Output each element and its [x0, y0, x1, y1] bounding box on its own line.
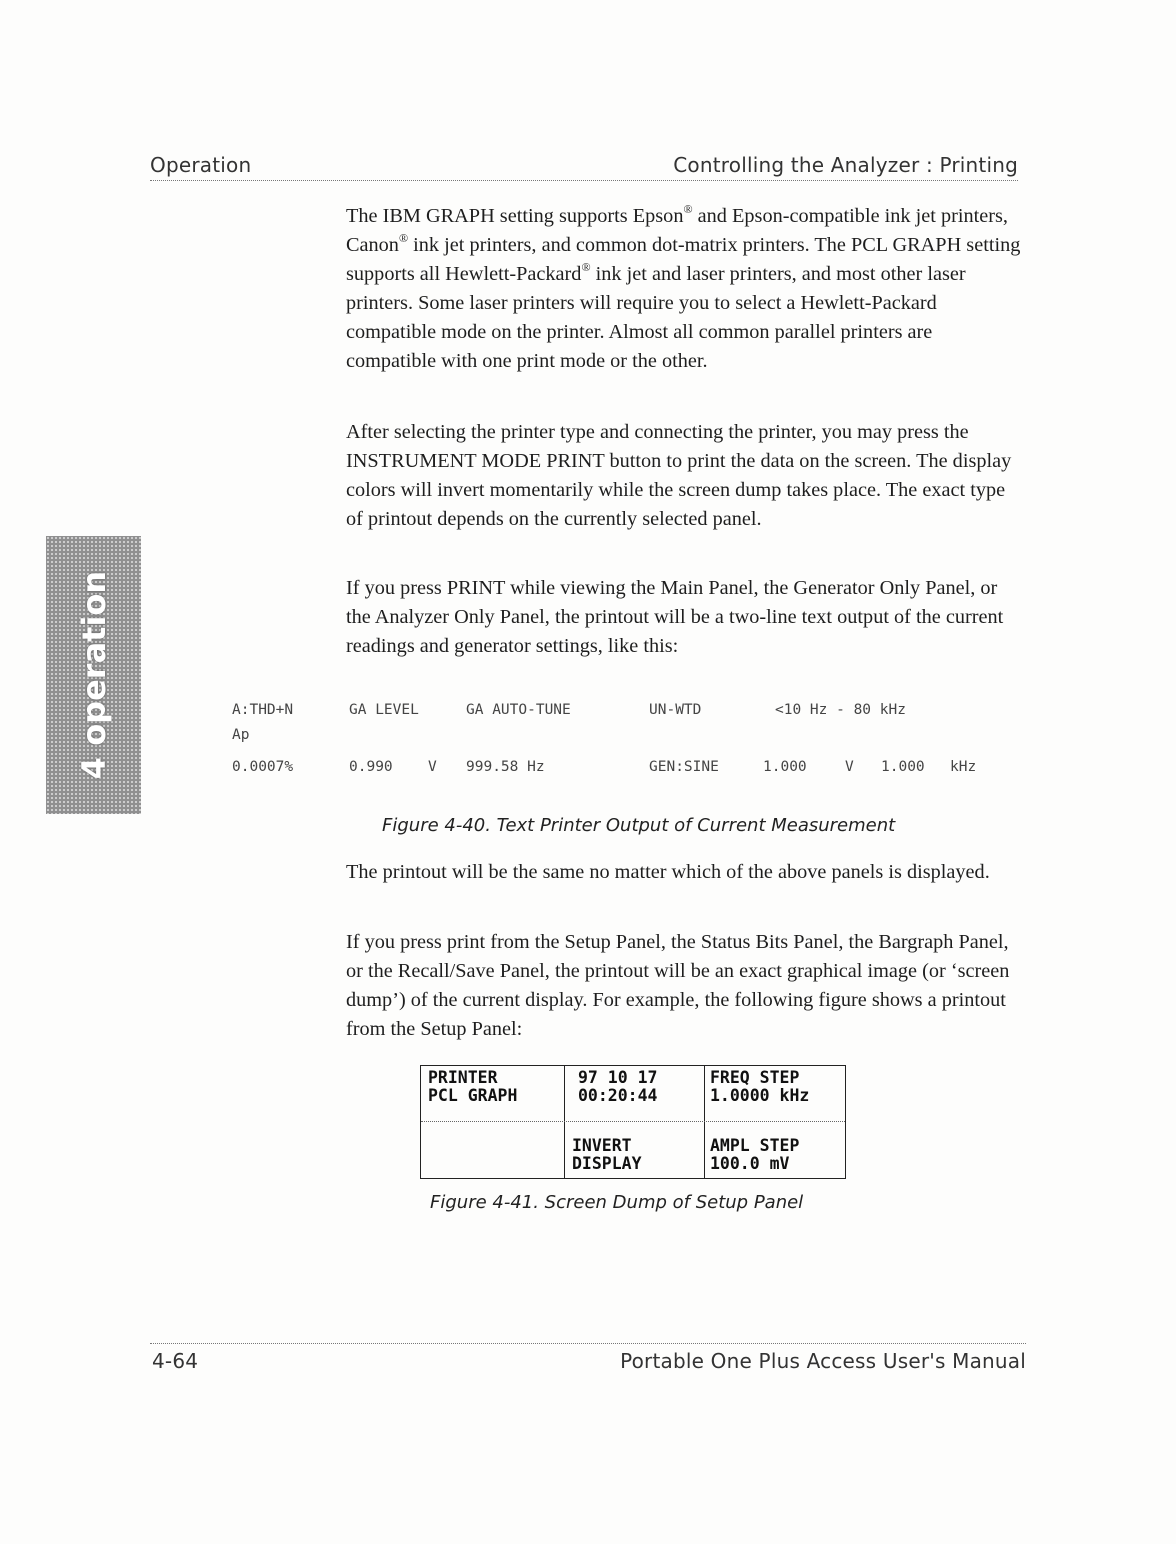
output-cell: UN-WTD — [649, 702, 702, 718]
dump-cell-text: DISPLAY — [572, 1154, 642, 1173]
chapter-tab-label: 4 operation — [74, 570, 113, 780]
setup-panel-screen-dump — [420, 1065, 846, 1179]
dump-cell-text: 00:20:44 — [578, 1086, 658, 1105]
output-cell: V — [845, 759, 854, 775]
figure-4-40-caption: Figure 4-40. Text Printer Output of Current Measurement — [382, 815, 896, 836]
text-run: ink jet and laser printers, and most other laser printers. Some laser printers will require you to select a Hewlett-Packard compatible mode on the printer. Almost all common parallel printers are compatible with one print mode or the other. — [346, 263, 966, 372]
header-section: Operation — [150, 153, 252, 177]
dump-row-divider — [421, 1121, 845, 1122]
paragraph-text-output: If you press PRINT while viewing the Main Panel, the Generator Only Panel, or the Analyzer Only Panel, the printout will be a two-line text output of the current readings and generator settings, like this: — [346, 577, 1004, 657]
dump-divider — [704, 1066, 705, 1178]
paragraph-print-button: After selecting the printer type and connecting the printer, you may press the INSTRUMENT MODE PRINT button to print the data on the screen. The display colors will invert momentarily while the screen dump takes place. The exact type of printout depends on the currently selected panel. — [346, 421, 1012, 530]
output-cell: GEN:SINE — [649, 759, 719, 775]
output-cell: Ap — [232, 727, 250, 743]
text-run: The IBM GRAPH setting supports Epson — [346, 205, 684, 227]
text-run: and Epson-compatible ink jet printers, Canon — [346, 205, 1009, 256]
text-run: ink jet printers, and common dot-matrix printers. The PCL GRAPH setting supports all Hewlett-Packard — [346, 234, 1021, 285]
dump-cell-text: 97 10 17 — [578, 1068, 658, 1087]
output-cell: 999.58 Hz — [466, 759, 545, 775]
dump-cell-text: INVERT — [572, 1136, 632, 1155]
dump-cell-text: 1.0000 kHz — [710, 1086, 810, 1105]
header-title: Controlling the Analyzer : Printing — [673, 153, 1018, 177]
output-cell: 0.990 — [349, 759, 393, 775]
registered-mark: ® — [683, 202, 693, 216]
registered-mark: ® — [581, 260, 591, 274]
page-number: 4-64 — [152, 1349, 199, 1373]
footer-rule — [150, 1343, 1026, 1344]
chapter-tab — [46, 536, 141, 814]
dump-cell-text: 100.0 mV — [710, 1154, 790, 1173]
output-cell: 1.000 — [763, 759, 807, 775]
output-cell: V — [428, 759, 437, 775]
output-cell: <10 Hz - 80 kHz — [775, 702, 906, 718]
dump-cell-text: AMPL STEP — [710, 1136, 800, 1155]
output-cell: kHz — [950, 759, 977, 775]
registered-mark: ® — [398, 231, 409, 245]
figure-4-41-caption: Figure 4-41. Screen Dump of Setup Panel — [430, 1192, 804, 1213]
output-cell: GA AUTO-TUNE — [466, 702, 571, 718]
header-rule — [150, 180, 1018, 181]
paragraph-same-printout: The printout will be the same no matter which of the above panels is displayed. — [346, 861, 990, 883]
output-cell: GA LEVEL — [349, 702, 419, 718]
dump-cell-text: FREQ STEP — [710, 1068, 800, 1087]
output-cell: A:THD+N — [232, 702, 294, 718]
paragraph-printer-support — [346, 202, 1022, 376]
paragraph-screen-dump: If you press print from the Setup Panel, the Status Bits Panel, the Bargraph Panel, or the Recall/Save Panel, the printout will be an exact graphical image (or ‘screen dump’) of the current display. For example, the following figure shows a printout from the Setup Panel: — [346, 931, 1010, 1040]
manual-title: Portable One Plus Access User's Manual — [620, 1349, 1026, 1373]
dump-cell-text: PRINTER — [428, 1068, 498, 1087]
dump-divider — [564, 1066, 565, 1178]
output-cell: 0.0007% — [232, 759, 294, 775]
output-cell: 1.000 — [881, 759, 925, 775]
dump-cell-text: PCL GRAPH — [428, 1086, 518, 1105]
